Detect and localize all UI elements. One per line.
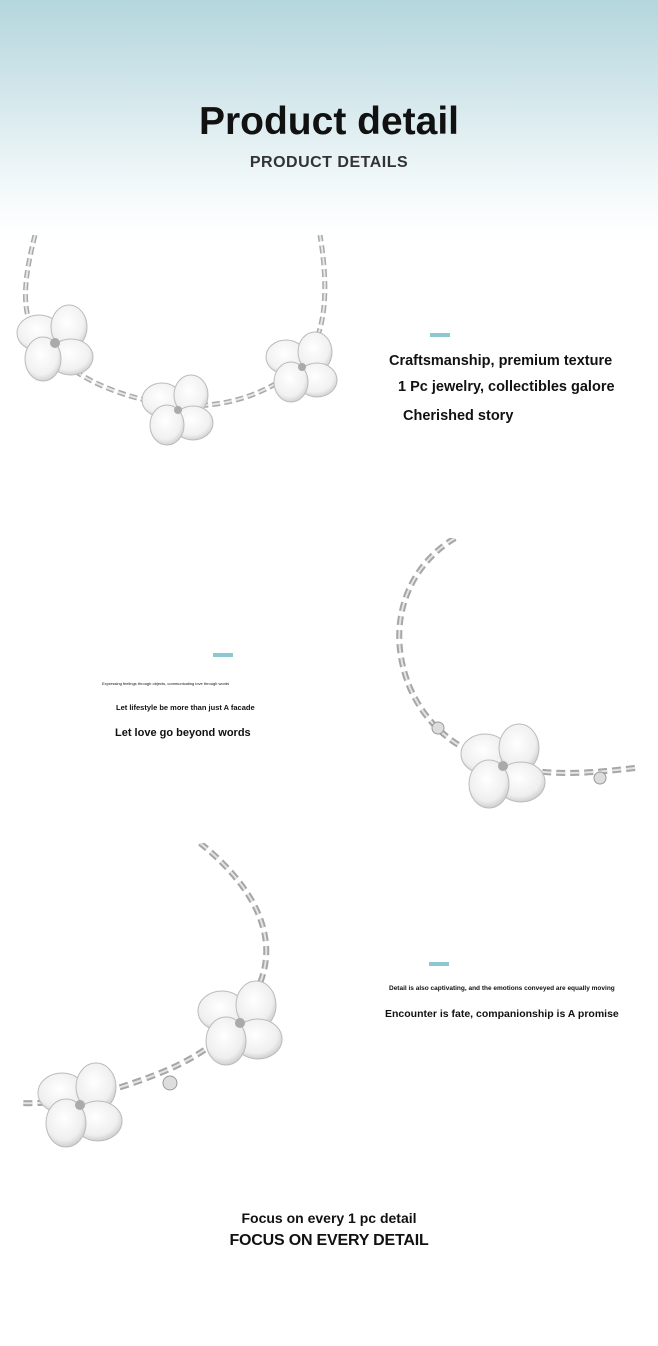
accent-dash (430, 333, 450, 337)
page-title: Product detail (198, 100, 460, 143)
section3-line2: Encounter is fate, companionship is A promise (385, 1008, 619, 1020)
footer-line1: Focus on every 1 pc detail (241, 1210, 417, 1226)
bracelet-image-2 (375, 538, 640, 818)
section2-small-line: Expressing feelings through objects, communicating love through words (102, 681, 230, 686)
accent-dash (429, 962, 449, 966)
footer-line2: FOCUS ON EVERY DETAIL (229, 1232, 429, 1249)
section2-line2: Let lifestyle be more than just A facade (116, 703, 255, 712)
page-subtitle: PRODUCT DETAILS (249, 154, 409, 171)
section1-line2: 1 Pc jewelry, collectibles galore (398, 379, 615, 395)
section1-line3: Cherished story (403, 408, 514, 424)
header-banner (0, 0, 658, 235)
section2-line3: Let love go beyond words (115, 727, 251, 739)
section1-line1: Craftsmanship, premium texture (389, 353, 613, 369)
bracelet-image-3 (10, 843, 300, 1163)
bracelet-image-1 (0, 235, 350, 460)
accent-dash (213, 653, 233, 657)
section3-small-line: Detail is also captivating, and the emotions conveyed are equally moving (389, 985, 615, 992)
